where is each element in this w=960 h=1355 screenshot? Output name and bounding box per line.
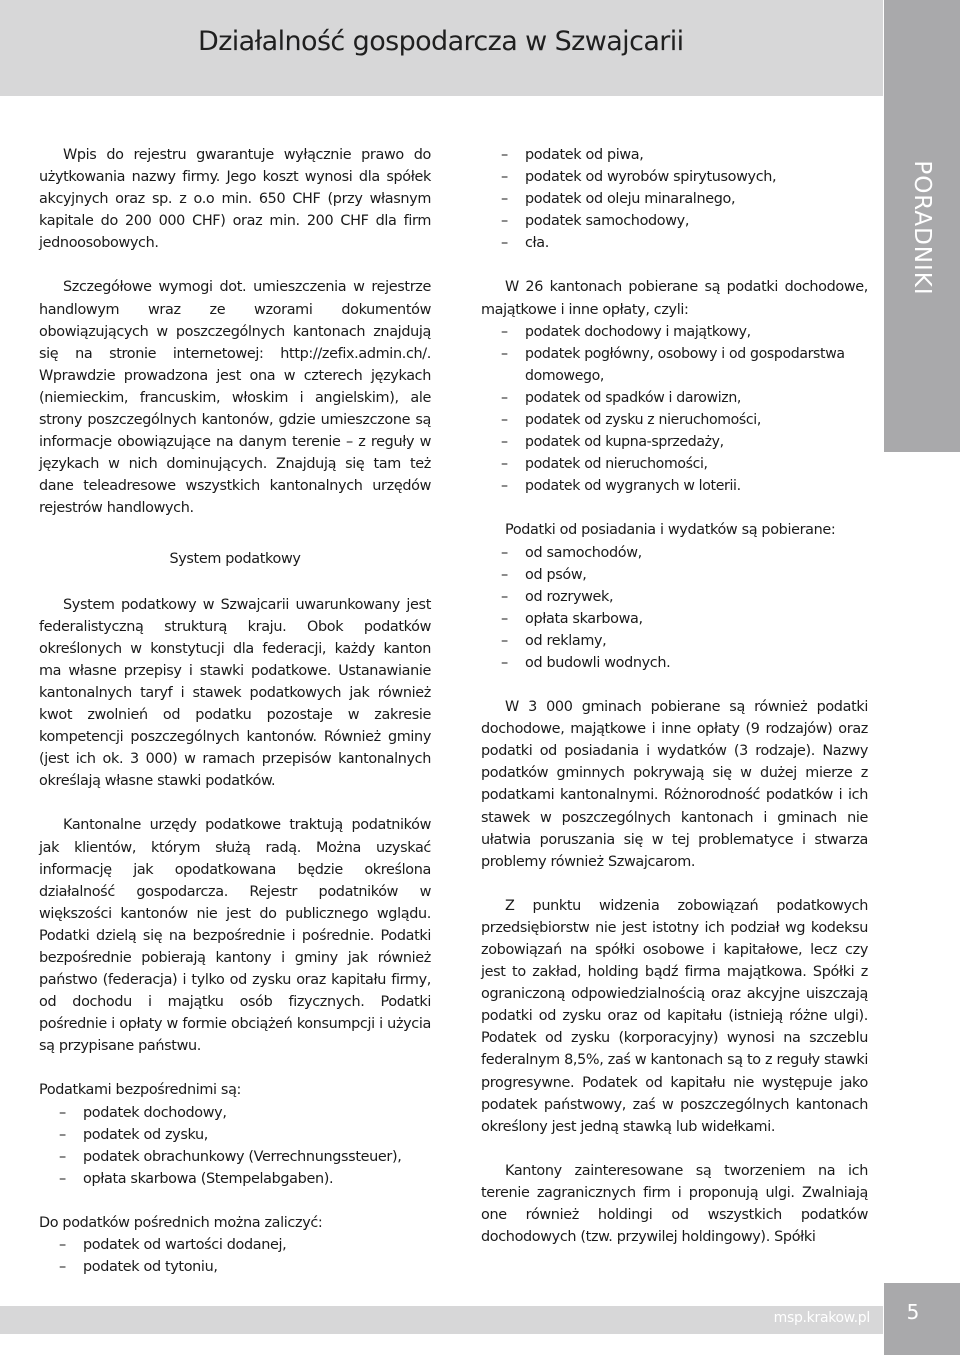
- paragraph-registration-cost: Wpis do rejestru gwarantuje wyłącznie prawo do użytkowania nazwy firmy. Jego koszt wynosi dla spółek akcyjnych oraz sp. z o.o min. 650 CHF (przy własnym kapitale do 200 000 CHF) oraz min. 200 CHF dla firm jednoosobowych.: [39, 147, 431, 252]
- list-item: – podatek od spadków i darowizn,: [481, 387, 868, 409]
- list-item: – podatek od oleju minaralnego,: [481, 188, 868, 210]
- ownership-taxes-list: [481, 542, 868, 675]
- list-item: – od budowli wodnych.: [481, 652, 868, 674]
- list-item: – podatek dochodowy,: [39, 1102, 431, 1124]
- page-title: Działalność gospodarcza w Szwajcarii: [198, 26, 684, 57]
- indirect-taxes-intro: Do podatków pośrednich można zaliczyć:: [39, 1214, 323, 1231]
- list-item: – podatek od wartości dodanej,: [39, 1234, 431, 1256]
- indirect-taxes-list-continued: [481, 144, 868, 254]
- ownership-taxes-intro: Podatki od posiadania i wydatków są pobierane:: [505, 522, 836, 539]
- list-item: – podatek obrachunkowy (Verrechnungssteuer),: [39, 1146, 431, 1168]
- list-item: – podatek od nieruchomości,: [481, 453, 868, 475]
- cantonal-taxes-intro: W 26 kantonach pobierane są podatki dochodowe, majątkowe i inne opłaty, czyli:: [481, 279, 868, 318]
- direct-taxes-list: [39, 1102, 431, 1190]
- paragraph-tax-system: System podatkowy w Szwajcarii uwarunkowany jest federalistyczną strukturą kraju. Obok podatków określonych w konstytucji dla federacji, każdy kanton ma własne przepisy i stawki podatkowe. Ustanawianie kantonalnych taryf i stawek podatkowych jak również kwot zwolnień od podatku pozostaje w zakresie kompetencji poszczególnych kantonów. Również gminy (jest ich ok. 3 000) w ramach przepisów kantonalnych określają własne stawki podatków.: [39, 596, 431, 790]
- list-item: – podatek od kupna-sprzedaży,: [481, 431, 868, 453]
- list-item: – od psów,: [481, 564, 868, 586]
- list-item: – podatek od wyrobów spirytusowych,: [481, 166, 868, 188]
- direct-taxes-intro: Podatkami bezpośrednimi są:: [39, 1082, 242, 1099]
- list-item: – podatek od zysku,: [39, 1124, 431, 1146]
- list-item: – podatek samochodowy,: [481, 210, 868, 232]
- paragraph-registry-requirements: Szczegółowe wymogi dot. umieszczenia w rejestrze handlowym wraz ze wzorami dokumentów obowiązujących w poszczególnych kantonach znajdują się na stronie internetowej: http://zefix.admin.ch/. Wprawdzie prowadzona jest ona w czterech językach (niemieckim, francuskim, włoskim i angielskim), ale strony poszczególnych kantonów, gdzie umieszczone są informacje obowiązujące na danym terenie – z reguły w językach w nich dominujących. Znajdują się tam też dane teleadresowe wszystkich kantonalnych urzędów rejestrów handlowych.: [39, 279, 431, 517]
- paragraph-corporate-obligations: Z punktu widzenia zobowiązań podatkowych przedsiębiorstw nie jest istotny ich podział wg kodeksu zobowiązań na spółki osobowe i kapitałowe, lecz czy jest to zakład, holding bądź firma majątkowa. Spółki z ograniczoną odpowiedzialnością oraz akcyjne uiszczają podatki od zysku oraz od kapitału (istnieją różne ulgi). Podatek od zysku (korporacyjny) wynosi na szczeblu federalnym 8,5%, zaś w kantonach są to z reguły stawki progresywne. Podatek od kapitału nie występuje jako podatek państwowy, zaś w poszczególnych kantonach określony jest jedną stawką lub widełkami.: [481, 897, 868, 1135]
- section-heading-tax-system: System podatkowy: [169, 550, 301, 567]
- cantonal-taxes-list: [481, 321, 868, 498]
- footer-website-link[interactable]: msp.krakow.pl: [773, 1310, 870, 1326]
- list-item: – opłata skarbowa (Stempelabgaben).: [39, 1168, 431, 1190]
- footer-band: [0, 1306, 883, 1334]
- list-item: – podatek pogłówny, osobowy i od gospodarstwa domowego,: [481, 343, 868, 387]
- list-item: – podatek od zysku z nieruchomości,: [481, 409, 868, 431]
- list-item: – podatek od wygranych w loterii.: [481, 475, 868, 497]
- list-item: – podatek od tytoniu,: [39, 1256, 431, 1278]
- list-item: – od samochodów,: [481, 542, 868, 564]
- right-column: [481, 144, 868, 1248]
- page-number: 5: [906, 1300, 920, 1324]
- side-tab-label: PORADNIKI: [909, 160, 935, 296]
- paragraph-canton-incentives: Kantony zainteresowane są tworzeniem na ich terenie zagranicznych firm i proponują ulgi. Zwalniają one również holdingi od wszystkich podatków dochodowych (tzw. przywilej holdingowy). Spółki: [481, 1162, 868, 1246]
- indirect-taxes-list: [39, 1234, 431, 1278]
- list-item: – podatek od piwa,: [481, 144, 868, 166]
- paragraph-municipal-taxes: W 3 000 gminach pobierane są również podatki dochodowe, majątkowe i inne opłaty (9 rodzajów) oraz podatki od posiadania i wydatków (3 rodzaje). Nazwy podatków gminnych pokrywają się w dużej mierze z podatkami kantonalnymi. Różnorodność podatków i ich stawek w poszczególnych kantonach i gminach nie ułatwia poruszania się w tej problematyce i stwarza problemy również Szwajcarom.: [481, 699, 868, 870]
- list-item: – podatek dochodowy i majątkowy,: [481, 321, 868, 343]
- list-item: – opłata skarbowa,: [481, 608, 868, 630]
- left-column: [39, 144, 431, 1278]
- paragraph-tax-offices: Kantonalne urzędy podatkowe traktują podatników jak klientów, którym służą radą. Można uzyskać informację jak opodatkowana będzie określona działalność gospodarcza. Rejestr podatników w większości kantonów nie jest do publicznego wglądu. Podatki dzielą się na bezpośrednie i pośrednie. Podatki bezpośrednie pobierają kantony i gminy jak również państwo (federacja) i tylko od zysku oraz kapitału firmy, od dochodu i majątku osób fizycznych. Podatki pośrednie i opłaty w formie obciążeń konsumpcji i użycia są przypisane państwu.: [39, 817, 431, 1055]
- list-item: – od reklamy,: [481, 630, 868, 652]
- list-item: – od rozrywek,: [481, 586, 868, 608]
- list-item: – cła.: [481, 232, 868, 254]
